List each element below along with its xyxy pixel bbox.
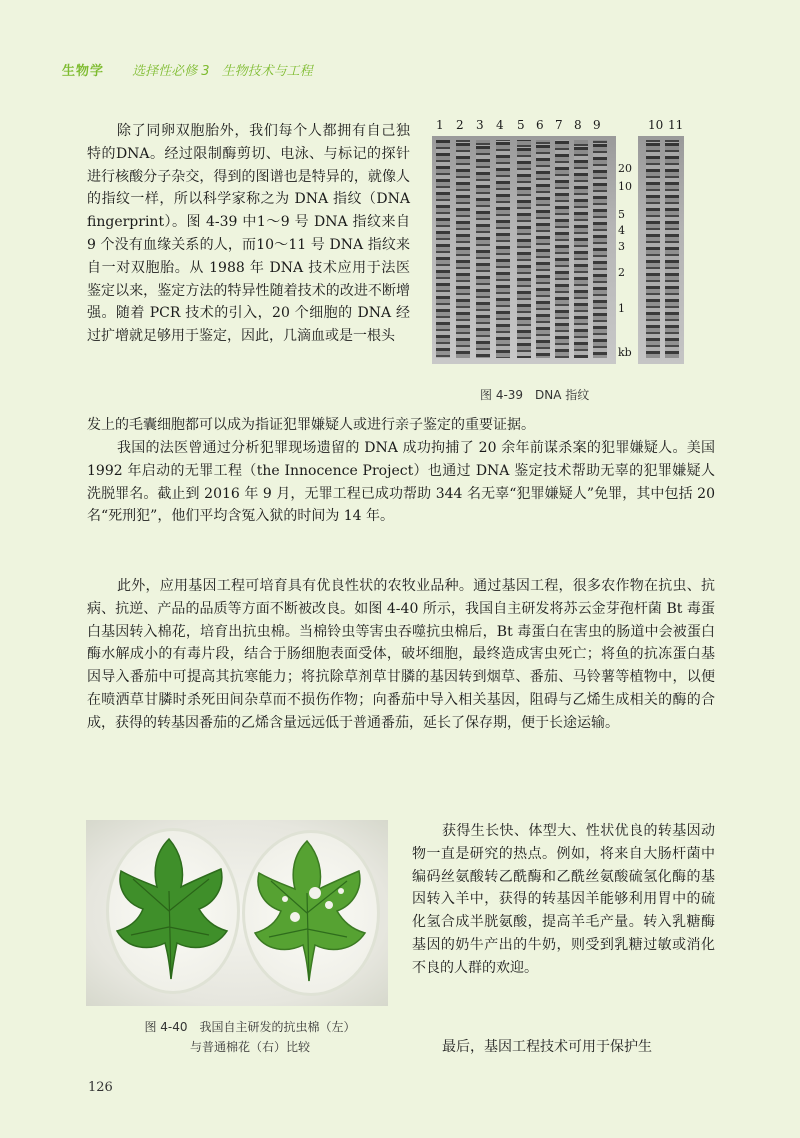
paragraph-transgenic-animals: 获得生长快、体型大、性状优良的转基因动物一直是研究的热点。例如，将来自大肠杆菌中编码丝氨酸转乙酰酶和乙酰丝氨酸硫氢化酶的基因转入羊中，获得的转基因羊能够利用胃中的硫化氢合成半胱氨酸，提高羊毛产量。转入乳糖酶基因的奶牛产出的牛奶，则受到乳糖过敏或消化不良的人群的欢迎。 bbox=[412, 823, 715, 976]
lane-number: 8 bbox=[574, 118, 582, 132]
lane-number: 2 bbox=[456, 118, 464, 132]
lane-number: 11 bbox=[668, 118, 684, 132]
caption-line: 与普通棉花（右）比较 bbox=[189, 1040, 310, 1054]
marker-label: 20 bbox=[618, 162, 632, 175]
marker-label: 10 bbox=[618, 180, 632, 193]
paragraph-innocence-project: 我国的法医曾通过分析犯罪现场遗留的 DNA 成功拘捕了 20 余年前谋杀案的犯罪嫌疑人。美国 1992 年启动的无罪工程（the Innocence Project）也通过 DNA 鉴定技术帮助无辜的犯罪嫌疑人洗脱罪名。截止到 2016 年 9 月，无罪工程已成功帮助 344 名无辜“犯罪嫌疑人”免罪，其中包括 20 名“死刑犯”，他们平均含冤入狱的时间为 14 年。 bbox=[87, 440, 715, 525]
cotton-comparison-photo bbox=[86, 820, 388, 1006]
course-name: 选择性必修 3 bbox=[132, 64, 210, 79]
lane-number: 7 bbox=[555, 118, 563, 132]
lane-numbers bbox=[428, 118, 720, 134]
petri-dish-right bbox=[242, 830, 380, 996]
paragraph-transgenic-crops: 此外，应用基因工程可培育具有优良性状的农牧业品种。通过基因工程，很多农作物在抗虫、抗病、抗逆、产品的品质等方面不断被改良。如图 4-40 所示，我国自主研发将苏云金芽孢杆菌 Bt 毒蛋白基因转入棉花，培育出抗虫棉。当棉铃虫等害虫吞噬抗虫棉后，Bt 毒蛋白在害虫的肠道中会被蛋白酶水解成小的有毒片段，结合于肠细胞表面受体，破坏细胞，最终造成害虫死亡；将鱼的抗冻蛋白基因导入番茄中可提高其抗寒能力；将抗除草剂草甘膦的基因转到烟草、番茄、马铃薯等植物中，以便在喷洒草甘膦时杀死田间杂草而不损伤作物；向番茄中导入相关基因，阻碍与乙烯生成相关的酶的合成，获得的转基因番茄的乙烯含量远远低于普通番茄，延长了保存期，便于长途运输。 bbox=[87, 578, 715, 731]
subject-label: 生物学 bbox=[62, 64, 105, 79]
lane-number: 6 bbox=[536, 118, 544, 132]
gel-image-lanes-10-11 bbox=[638, 136, 684, 364]
damaged-cotton-leaf-icon bbox=[245, 833, 373, 989]
caption-line: 图 4-40 我国自主研发的抗虫棉（左） bbox=[144, 1020, 356, 1034]
lane-number: 1 bbox=[436, 118, 444, 132]
dna-fingerprint-figure bbox=[428, 118, 720, 380]
lane-number: 4 bbox=[496, 118, 504, 132]
paragraph-dna-fingerprint: 除了同卵双胞胎外，我们每个人都拥有自己独特的DNA。经过限制酶剪切、电泳、与标记的探针进行核酸分子杂交，得到的图谱也是特异的，就像人的指纹一样，所以科学家称之为 DNA 指纹（DNA fingerprint）。图 4-39 中1～9 号 DNA 指纹来自 9 个没有血缘关系的人，而10～11 号 DNA 指纹来自一对双胞胎。从 1988 年 DNA 技术应用于法医鉴定以来，鉴定方法的特异性随着技术的改进不断增强。随着 PCR 技术的引入，20 个细胞的 DNA 经过扩增就足够用于鉴定，因此，几滴血或是一根头 bbox=[87, 123, 410, 345]
marker-label: kb bbox=[618, 346, 632, 359]
lane-number: 10 bbox=[648, 118, 664, 132]
figure-4-40-caption bbox=[130, 1017, 370, 1057]
paragraph-conservation: 最后，基因工程技术可用于保护生 bbox=[442, 1039, 652, 1055]
marker-label: 5 bbox=[618, 208, 625, 221]
marker-label: 4 bbox=[618, 224, 625, 237]
gel-image-lanes-1-9 bbox=[432, 136, 616, 364]
lane-number: 5 bbox=[517, 118, 525, 132]
figure-4-39-caption: 图 4-39 DNA 指纹 bbox=[480, 388, 590, 402]
running-header bbox=[62, 60, 313, 82]
paragraph-dna-fingerprint-cont: 发上的毛囊细胞都可以成为指证犯罪嫌疑人或进行亲子鉴定的重要证据。 bbox=[87, 417, 535, 433]
course-title: 生物技术与工程 bbox=[221, 64, 313, 79]
lane-number: 9 bbox=[593, 118, 601, 132]
size-markers bbox=[614, 136, 640, 364]
marker-label: 1 bbox=[618, 302, 625, 315]
cotton-leaf-icon bbox=[109, 831, 233, 987]
lane-number: 3 bbox=[476, 118, 484, 132]
course-label bbox=[132, 64, 312, 79]
page-number: 126 bbox=[88, 1080, 113, 1095]
marker-label: 3 bbox=[618, 240, 625, 253]
marker-label: 2 bbox=[618, 266, 625, 279]
petri-dish-left bbox=[106, 828, 240, 994]
